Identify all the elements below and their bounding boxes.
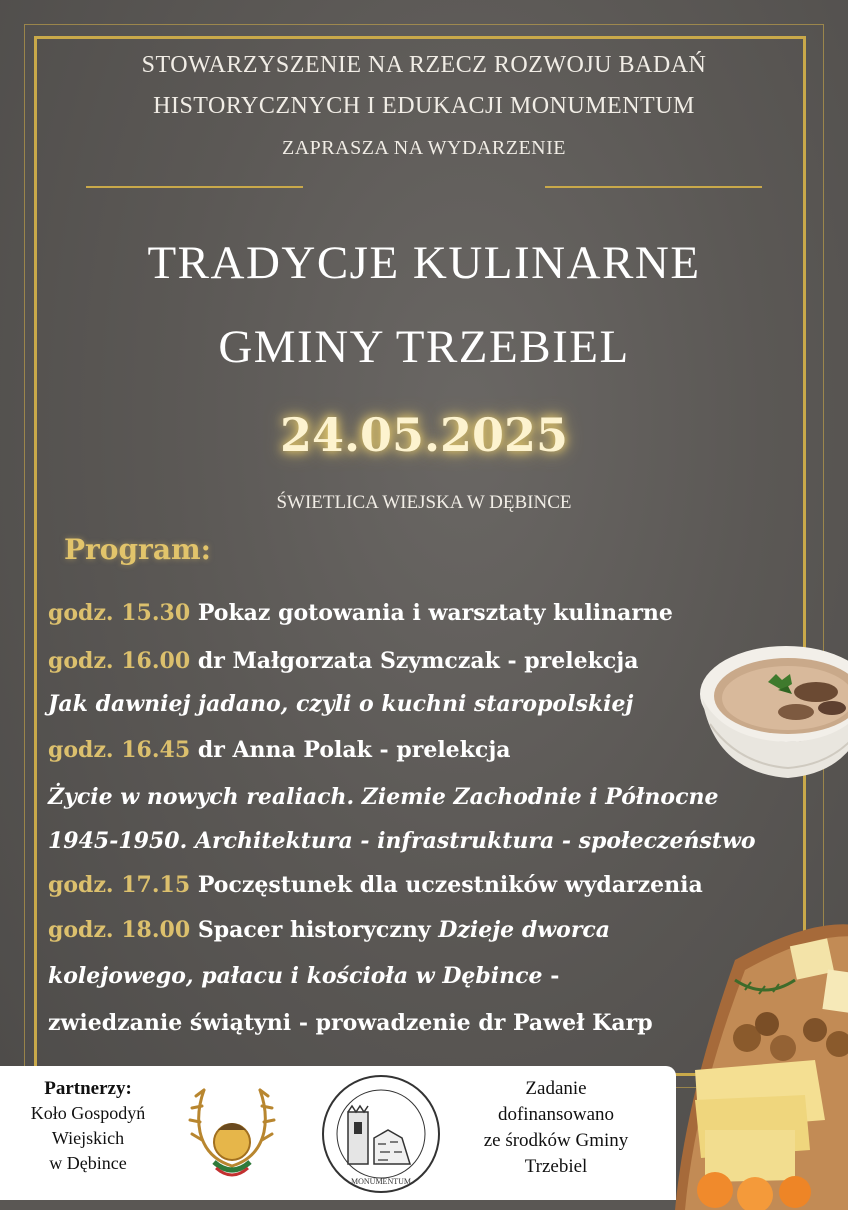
event-venue: ŚWIETLICA WIEJSKA W DĘBINCE: [276, 492, 572, 513]
program-time: godz. 16.00: [48, 648, 191, 674]
partners-line: w Dębince: [49, 1153, 127, 1173]
program-line-1: [48, 600, 808, 626]
partners-block: [18, 1076, 158, 1176]
program-time: godz. 17.15: [48, 872, 191, 898]
invite-text: ZAPRASZA NA WYDARZENIE: [282, 137, 566, 159]
event-title-line1: TRADYCJE KULINARNE: [147, 237, 701, 289]
program-time: godz. 15.30: [48, 600, 191, 626]
logo-monumentum-text: MONUMENTUM: [351, 1177, 411, 1186]
program-italic: kolejowego, pałacu i kościoła w Dębince: [48, 963, 543, 989]
wreath-antlers-logo: [186, 1082, 278, 1186]
funding-line: ze środków Gminy: [483, 1130, 629, 1151]
program-line-3: Jak dawniej jadano, czyli o kuchni staropolskiej: [48, 691, 634, 717]
program-line-5: Życie w nowych realiach. Ziemie Zachodnie i Północne: [48, 784, 719, 810]
divider-right: [545, 186, 762, 188]
program-text: Poczęstunek dla uczestników wydarzenia: [197, 872, 703, 898]
divider-left: [86, 186, 303, 188]
program-line-2: [48, 648, 808, 674]
funding-line: dofinansowano: [497, 1104, 615, 1125]
program-line-6: 1945-1950. Architektura - infrastruktura - społeczeństwo: [48, 828, 756, 854]
event-date: 24.05.2025: [279, 408, 569, 462]
program-italic: Dzieje dworca: [438, 917, 611, 943]
funding-line: Trzebiel: [524, 1156, 588, 1177]
funding-line: Zadanie: [525, 1078, 587, 1099]
program-text: Pokaz gotowania i warsztaty kulinarne: [197, 600, 673, 626]
funding-block: [456, 1076, 656, 1180]
program-line-10: zwiedzanie świątyni - prowadzenie dr Paweł Karp: [48, 1010, 653, 1036]
org-name-line2: HISTORYCZNYCH I EDUKACJI MONUMENTUM: [153, 93, 695, 119]
partners-line: Koło Gospodyń: [30, 1103, 146, 1123]
event-title-line2: GMINY TRZEBIEL: [218, 321, 630, 373]
soup-bowl-image: [698, 632, 848, 782]
program-line-7: [48, 872, 808, 898]
program-text: dr Anna Polak - prelekcja: [197, 737, 511, 763]
partners-heading: Partnerzy:: [44, 1078, 132, 1099]
castle-ruin-seal-logo: [318, 1072, 444, 1196]
program-time: godz. 18.00: [48, 917, 191, 943]
program-heading: Program:: [64, 533, 211, 566]
program-time: godz. 16.45: [48, 737, 191, 763]
program-line-4: [48, 737, 808, 763]
program-text: -: [550, 963, 560, 989]
partners-line: Wiejskich: [51, 1128, 125, 1148]
org-name-line1: STOWARZYSZENIE NA RZECZ ROZWOJU BADAŃ: [141, 52, 707, 78]
program-text: Spacer historyczny: [197, 917, 431, 943]
program-text: dr Małgorzata Szymczak - prelekcja: [197, 648, 639, 674]
cheese-platter-image: [675, 920, 848, 1210]
